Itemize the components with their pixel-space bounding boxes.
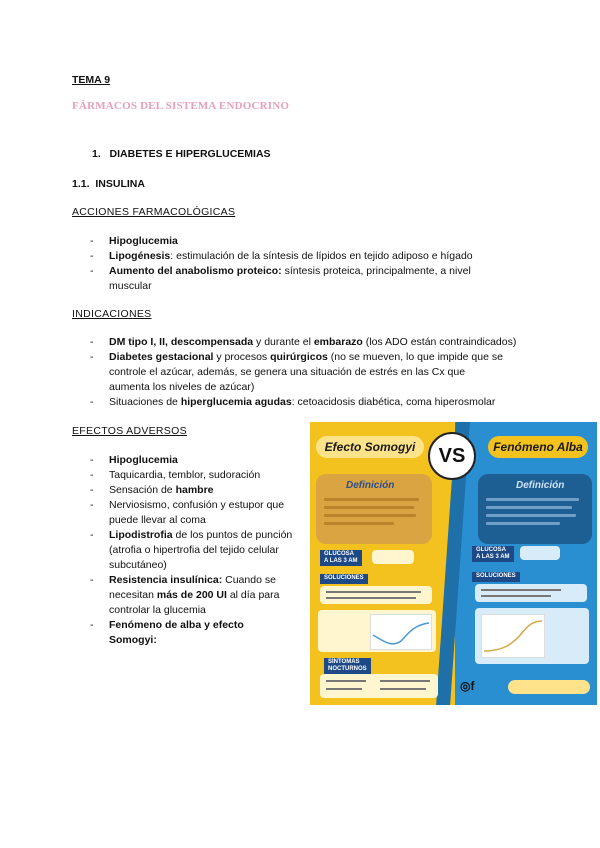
subtitle: FÁRMACOS DEL SISTEMA ENDOCRINO [72,100,290,112]
item-text: síntesis proteica, principalmente, a nivel [281,265,471,277]
right-solutions-tag: SOLUCIONES [472,572,520,582]
item-text: : cetoacidosis diabética, coma hiperosmolar [291,396,496,408]
item-text: Taquicardia, temblor, sudoración [109,469,261,481]
item-bold: Resistencia insulínica: [109,574,223,586]
social-icons: ◎f [460,679,475,693]
acciones-list [90,234,510,294]
alba-curve [482,615,544,657]
right-curve-box [475,608,589,664]
brand-banner [508,680,590,694]
indicaciones-list [90,335,560,410]
list-item [90,395,560,410]
item-text: Sensación de [109,484,176,496]
item-continuation: aumenta los niveles de azúcar) [109,381,255,393]
item-bold: Lipogénesis [109,250,171,262]
list-item [90,453,305,468]
item-bold: Fenómeno de alba y efecto [109,619,244,631]
item-continuation: subcutáneo) [109,559,167,571]
item-text: y procesos [213,351,271,363]
definition-label: Definición [346,480,395,491]
list-item [90,468,305,483]
item-bold: hiperglucemia agudas [180,396,292,408]
item-continuation: Somogyi: [109,634,157,646]
list-item [90,264,510,294]
item-continuation: muscular [109,280,152,292]
list-item [90,335,560,350]
somogyi-vs-alba-infographic [310,422,597,705]
item-bold: DM tipo I, II, descompensada [109,336,254,348]
definition-text-lines [486,498,584,530]
list-item [90,483,305,498]
symptoms-box [320,674,438,698]
item-text: Cuando se [222,574,276,586]
definition-text-lines [324,498,424,530]
item-text: (no se mueven, lo que impide que se [327,351,503,363]
item-continuation: controlar la glucemia [109,604,206,616]
right-glucose-tag [472,546,514,562]
left-curve-box [318,610,436,652]
left-glucose-tag [320,550,362,566]
item-text: Situaciones de [109,396,181,408]
right-solutions-box [475,584,587,602]
somogyi-curve [371,615,431,649]
list-item [90,234,510,249]
item-text: al día para [226,589,280,601]
item-continuation: puede llevar al coma [109,514,206,526]
item-bold: embarazo [313,336,363,348]
list-item [90,618,305,648]
item-bold: Lipodistrofia [109,529,173,541]
list-item [90,528,305,573]
left-solutions-box [320,586,432,604]
item-continuation [109,588,305,603]
list-item [90,573,305,618]
item-text: y durante el [253,336,314,348]
heading-number: 1.1. [72,178,90,190]
item-bold: quirúrgicos [270,351,328,363]
item-continuation: (atrofia o hipertrofia del tejido celular [109,544,279,556]
item-continuation: controle el azúcar, además, se genera una situación de estrés en las Cx que [109,366,466,378]
definition-label: Definición [516,480,565,491]
vs-badge: VS [428,432,476,480]
item-bold: Hipoglucemia [109,235,178,247]
item-text: : estimulación de la síntesis de lípidos en tejido adiposo e hígado [170,250,473,262]
item-text: (los ADO están contraindicados) [362,336,517,348]
tema-title: TEMA 9 [72,74,111,86]
item-bold: Diabetes gestacional [109,351,214,363]
item-text: Nerviosismo, confusión y estupor que [109,499,285,511]
somogyi-curve-chart [370,614,432,650]
heading-diabetes [92,148,271,160]
item-bold: hambre [175,484,214,496]
alba-curve-chart [481,614,545,658]
item-bold: Hipoglucemia [109,454,178,466]
tag-line: A LAS 3 AM [324,558,358,564]
list-item [90,249,510,264]
left-solutions-tag: SOLUCIONES [320,574,368,584]
left-title: Efecto Somogyi [316,436,424,458]
right-definition-box [478,474,592,544]
tag-line: GLUCOSA [324,551,354,557]
section-acciones-title: ACCIONES FARMACOLÓGICAS [72,206,236,218]
symptoms-tag [324,658,371,674]
tag-line: NOCTURNOS [328,666,367,672]
heading-text: INSULINA [95,178,145,190]
heading-insulina [72,178,145,190]
item-text: de los puntos de punción [172,529,293,541]
tag-line: A LAS 3 AM [476,554,510,560]
item-bold: más de 200 UI [156,589,227,601]
right-title: Fenómeno Alba [488,436,588,458]
right-glucose-value [520,546,560,560]
heading-number: 1. [92,148,101,160]
left-definition-box [316,474,432,544]
left-glucose-value [372,550,414,564]
list-item [90,350,560,395]
heading-text: DIABETES E HIPERGLUCEMIAS [109,148,271,160]
tag-line: GLUCOSA [476,547,506,553]
efectos-list [90,453,305,648]
item-text: necesitan [109,589,157,601]
section-indicaciones-title: INDICACIONES [72,308,152,320]
list-item [90,498,305,528]
item-bold: Aumento del anabolismo proteico: [109,265,282,277]
tag-line: SÍNTOMAS [328,659,360,665]
section-efectos-title: EFECTOS ADVERSOS [72,425,187,437]
